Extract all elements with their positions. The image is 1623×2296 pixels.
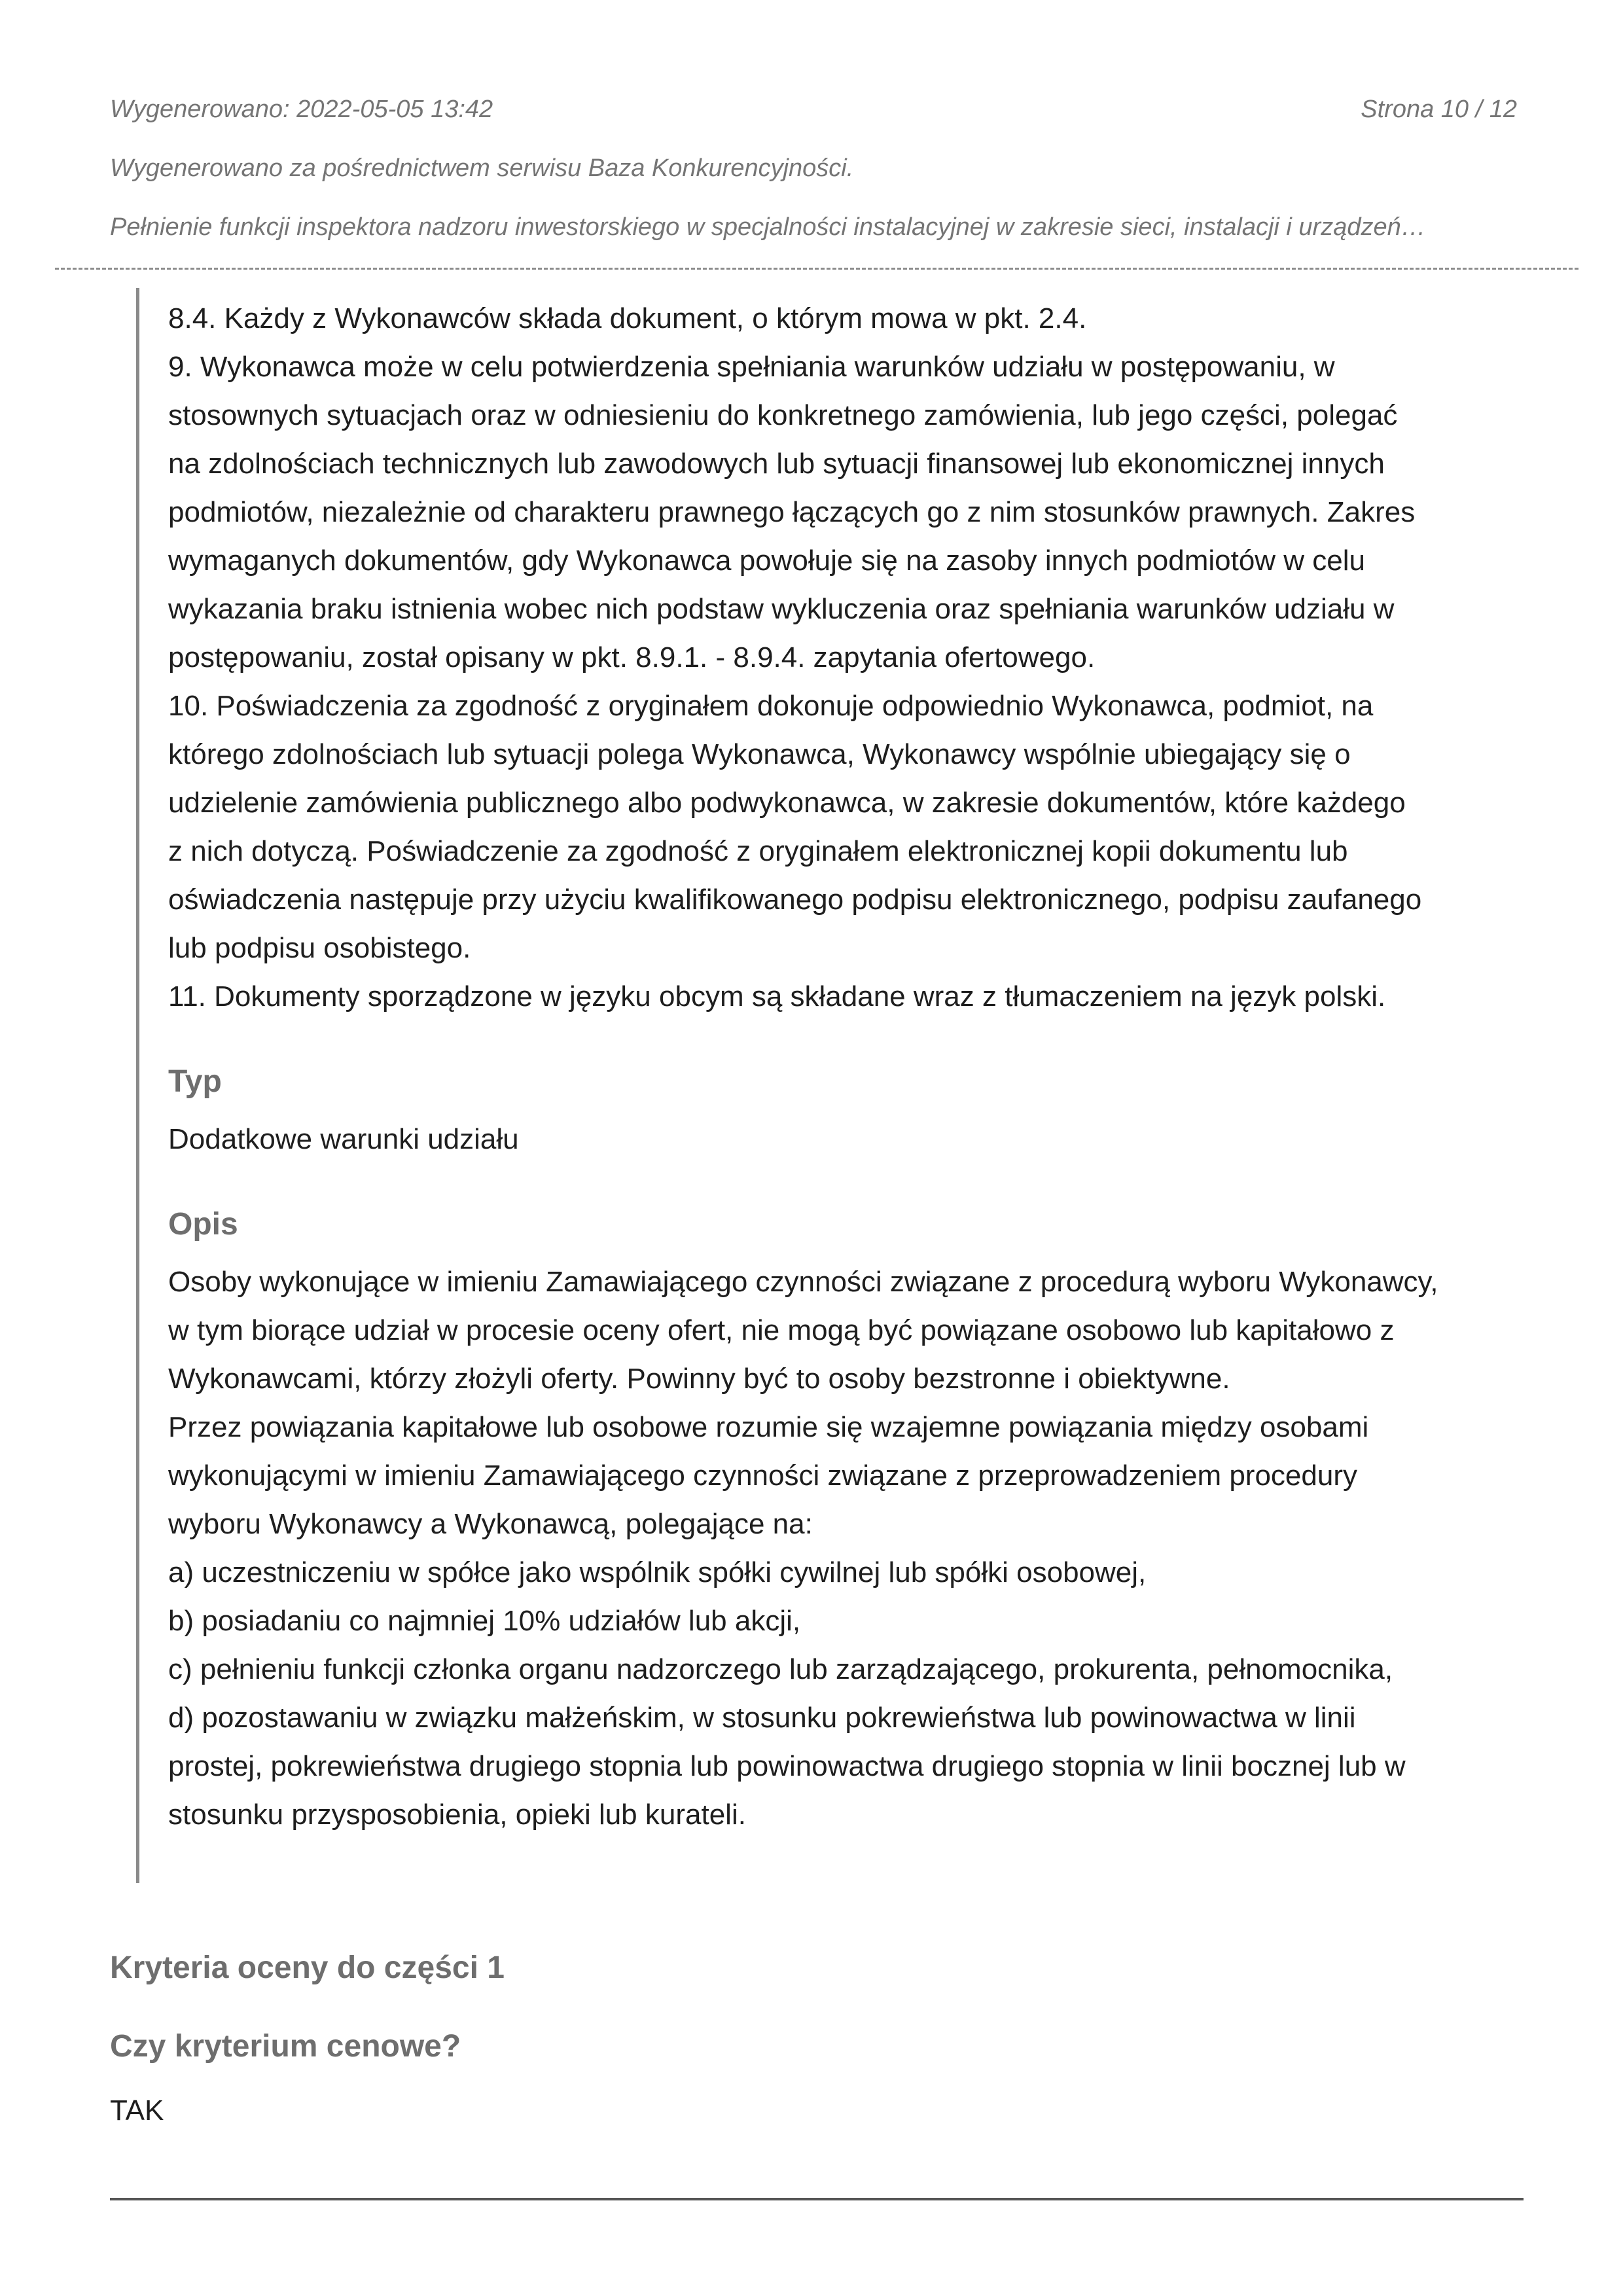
- price-criterion-question: Czy kryterium cenowe?: [110, 2029, 461, 2064]
- generated-timestamp: Wygenerowano: 2022-05-05 13:42: [110, 96, 493, 123]
- participation-conditions-content: [168, 295, 1520, 1839]
- header-separator: [55, 268, 1578, 270]
- description-label: Opis: [168, 1207, 238, 1242]
- conditions-text: 8.4. Każdy z Wykonawców składa dokument, o którym mowa w pkt. 2.4. 9. Wykonawca może w celu potwierdzenia spełniania warunków udziału w postępowaniu, w stosownych sytuacjach oraz w odniesieniu do konkretnego zamówienia, lub jego części, polegać na zdolnościach technicznych lub zawodowych lub sytuacji finansowej lub ekonomicznej innych podmiotów, niezależnie od charakteru prawnego łączących go z nim stosunków prawnych. Zakres wymaganych dokumentów, gdy Wykonawca powołuje się na zasoby innych podmiotów w celu wykazania braku istnienia wobec nich podstaw wykluczenia oraz spełniania warunków udziału w postępowaniu, został opisany w pkt. 8.9.1. - 8.9.4. zapytania ofertowego. 10. Poświadczenia za zgodność z oryginałem dokonuje odpowiednio Wykonawca, podmiot, na którego zdolnościach lub sytuacji polega Wykonawca, Wykonawcy wspólnie ubiegający się o udzielenie zamówienia publicznego albo podwykonawca, w zakresie dokumentów, które każdego z nich dotyczą. Poświadczenie za zgodność z oryginałem elektronicznej kopii dokumentu lub oświadczenia następuje przy użyciu kwalifikowanego podpisu elektronicznego, podpisu zaufanego lub podpisu osobistego. 11. Dokumenty sporządzone w języku obcym są składane wraz z tłumaczeniem na język polski.: [168, 302, 1422, 1013]
- description-text: Osoby wykonujące w imieniu Zamawiającego czynności związane z procedurą wyboru Wykonawcy, w tym biorące udział w procesie oceny ofert, nie mogą być powiązane osobowo lub kapitałowo z Wykonawcami, którzy złożyli oferty. Powinny być to osoby bezstronne i obiektywne. Przez powiązania kapitałowe lub osobowe rozumie się wzajemne powiązania między osobami wykonującymi w imieniu Zamawiającego czynności związane z przeprowadzeniem procedury wyboru Wykonawcy a Wykonawcą, polegające na: a) uczestniczeniu w spółce jako wspólnik spółki cywilnej lub spółki osobowej, b) posiadaniu co najmniej 10% udziałów lub akcji, c) pełnieniu funkcji członka organu nadzorczego lub zarządzającego, prokurenta, pełnomocnika, d) pozostawaniu w związku małżeńskim, w stosunku pokrewieństwa lub powinowactwa w linii prostej, pokrewieństwa drugiego stopnia lub powinowactwa drugiego stopnia w linii bocznej lub w stosunku przysposobienia, opieki lub kurateli.: [168, 1266, 1438, 1831]
- price-criterion-answer: TAK: [110, 2094, 164, 2126]
- criteria-heading: Kryteria oceny do części 1: [110, 1950, 505, 1985]
- page-number: Strona 10 / 12: [1361, 96, 1517, 123]
- document-title: Pełnienie funkcji inspektora nadzoru inwestorskiego w specjalności instalacyjnej w zakresie sieci, instalacji i urządzeń…: [110, 213, 1426, 241]
- footer-divider: [110, 2198, 1524, 2200]
- type-value: Dodatkowe warunki udziału: [168, 1123, 519, 1155]
- generated-via-note: Wygenerowano za pośrednictwem serwisu Baza Konkurencyjności.: [110, 154, 854, 182]
- participation-conditions-block: [136, 288, 1520, 1883]
- type-label: Typ: [168, 1064, 222, 1099]
